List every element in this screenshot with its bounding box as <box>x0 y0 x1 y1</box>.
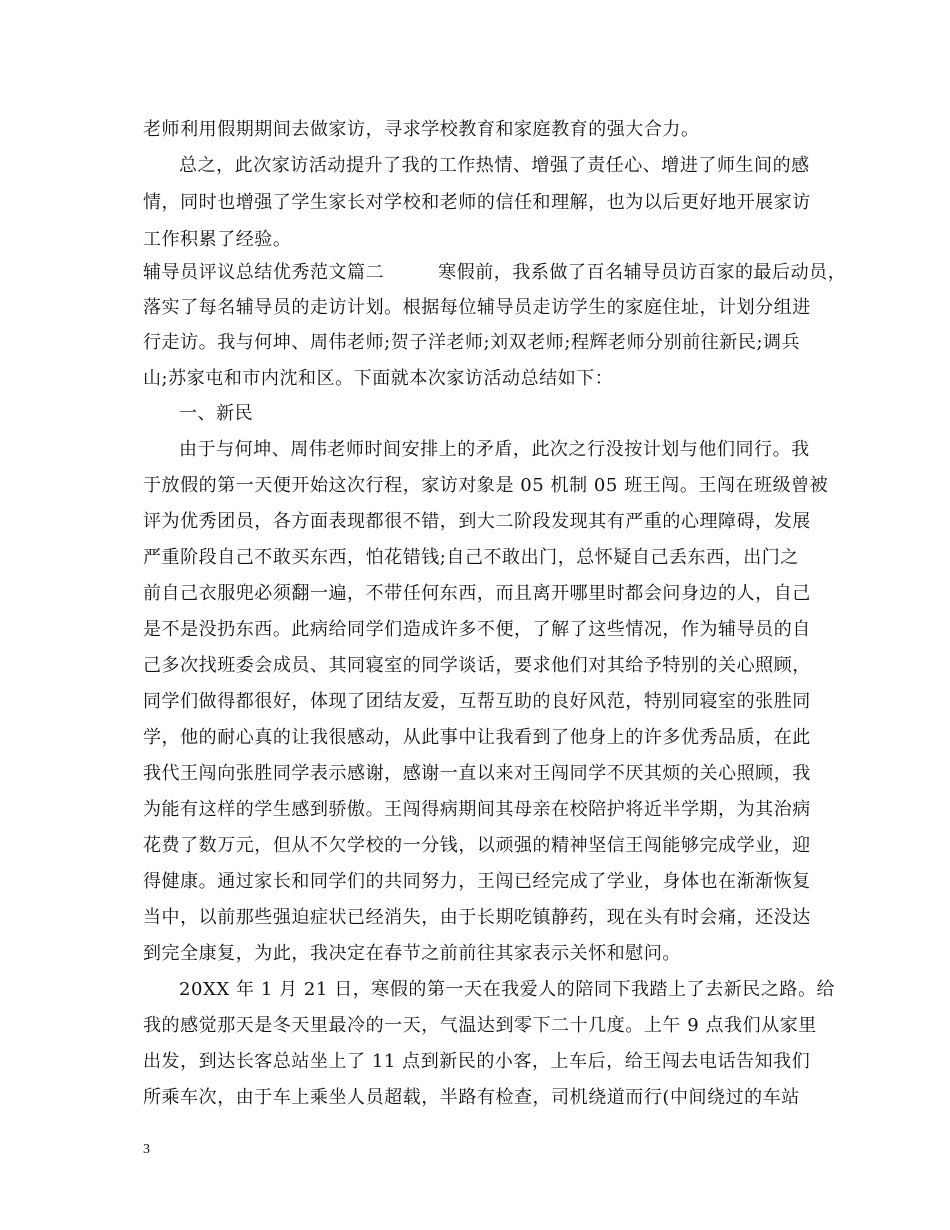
text-line: 山;苏家屯和市内沈和区。下面就本次家访活动总结如下： <box>143 368 614 389</box>
text-line: 于放假的第一天便开始这次行程，家访对象是 05 机制 05 班王闯。王闯在班级曾被 <box>143 475 829 496</box>
text-line: 为能有这样的学生感到骄傲。王闯得病期间其母亲在校陪护将近半学期，为其治病 <box>143 799 811 820</box>
text-line: 我代王闯向张胜同学表示感谢，感谢一直以来对王闯同学不厌其烦的关心照顾，我 <box>143 763 811 784</box>
text-line: 得健康。通过家长和同学们的共同努力，王闯已经完成了学业，身体也在渐渐恢复 <box>143 871 811 892</box>
text-line: 工作积累了经验。 <box>143 229 292 250</box>
text-line: 情，同时也增强了学生家长对学校和老师的信任和理解，也为以后更好地开展家访 <box>143 192 811 213</box>
paragraph-start: 寒假前，我系做了百名辅导员访百家的最后动员， <box>438 262 847 283</box>
text-line: 所乘车次，由于车上乘坐人员超载，半路有检查，司机绕道而行(中间绕过的车站 <box>143 1087 800 1108</box>
text-line: 己多次找班委会成员、其同寝室的同学谈话，要求他们对其给予特别的关心照顾， <box>143 655 811 676</box>
text-line: 前自己衣服兜必须翻一遍，不带任何东西，而且离开哪里时都会问身边的人，自己 <box>143 583 811 604</box>
subheading: 一、新民 <box>179 403 254 424</box>
text-line: 20XX 年 1 月 21 日，寒假的第一天在我爱人的陪同下我踏上了去新民之路。给 <box>179 979 836 1000</box>
text-line: 行走访。我与何坤、周伟老师;贺子洋老师;刘双老师;程辉老师分别前往新民;调兵 <box>143 332 801 353</box>
text-line: 是不是没扔东西。此病给同学们造成许多不便，了解了这些情况，作为辅导员的自 <box>143 619 811 640</box>
text-line: 总之，此次家访活动提升了我的工作热情、增强了责任心、增进了师生间的感 <box>179 155 810 176</box>
text-line: 同学们做得都很好，体现了团结友爱，互帮互助的良好风范，特别同寝室的张胜同 <box>143 691 811 712</box>
text-line: 到完全康复，为此，我决定在春节之前前往其家表示关怀和慰问。 <box>143 943 681 964</box>
text-line: 由于与何坤、周伟老师时间安排上的矛盾，此次之行没按计划与他们同行。我 <box>179 439 810 460</box>
text-line: 出发，到达长客总站坐上了 11 点到新民的小客，上车后，给王闯去电话告知我们 <box>143 1051 811 1072</box>
section-title: 辅导员评议总结优秀范文篇二 <box>143 262 385 283</box>
text-line: 学，他的耐心真的让我很感动，从此事中让我看到了他身上的许多优秀品质，在此 <box>143 727 811 748</box>
text-line: 花费了数万元，但从不欠学校的一分钱，以顽强的精神坚信王闯能够完成学业，迎 <box>143 835 811 856</box>
text-line: 我的感觉那天是冬天里最冷的一天，气温达到零下二十几度。上午 9 点我们从家里 <box>143 1015 817 1036</box>
text-line: 当中，以前那些强迫症状已经消失，由于长期吃镇静药，现在头有时会痛，还没达 <box>143 907 811 928</box>
section-heading-line <box>143 262 847 284</box>
text-line: 老师利用假期期间去做家访，寻求学校教育和家庭教育的强大合力。 <box>143 119 700 140</box>
text-line: 严重阶段自己不敢买东西，怕花错钱;自己不敢出门，总怀疑自己丢东西，出门之 <box>143 547 799 568</box>
text-line: 落实了每名辅导员的走访计划。根据每位辅导员走访学生的家庭住址，计划分组进 <box>143 297 811 318</box>
page-number: 3 <box>143 1142 150 1157</box>
text-line: 评为优秀团员，各方面表现都很不错，到大二阶段发现其有严重的心理障碍，发展 <box>143 511 811 532</box>
